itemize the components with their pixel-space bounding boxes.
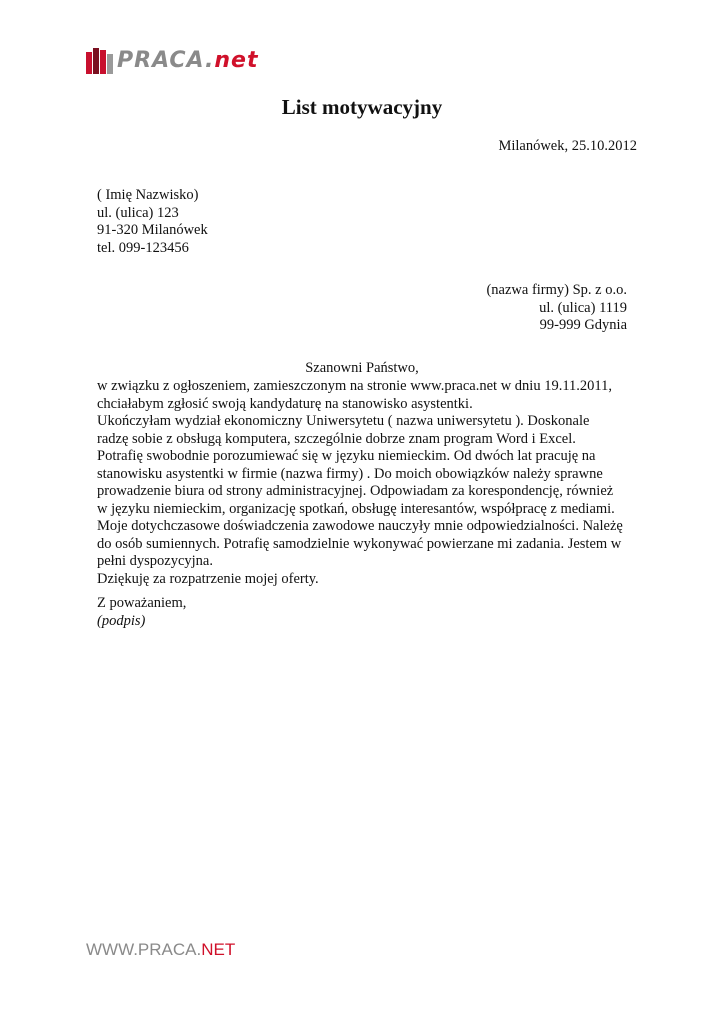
body-line: Dziękuję za rozpatrzenie mojej oferty. [97,570,319,587]
body-line: pełni dyspozycyjna. [97,553,213,569]
body-line: radzę sobie z obsługą komputera, szczególnie dobrze znam program Word i Excel. [97,430,576,447]
recipient-line: 99-999 Gdynia [539,317,627,333]
body-line: Potrafię swobodnie porozumiewać się w języku niemieckim. Od dwóch lat pracuję na [97,448,596,464]
body-line: w języku niemieckim, organizację spotkań, obsługę interesantów, współpracę z mediami. [97,500,615,517]
place-date: Milanówek, 25.10.2012 [498,138,637,154]
body-line: do osób sumiennych. Potrafię samodzielnie wykonywać powierzane mi zadania. Jestem w [97,535,622,552]
closing-block [97,595,186,630]
recipient-line: (nazwa firmy) Sp. z o.o. [486,282,627,298]
body-line: stanowisku asystentki w firmie (nazwa firmy) . Do moich obowiązków należy sprawne [97,465,603,482]
footer-text-red: NET [201,940,236,959]
recipient-address [486,282,627,335]
praca-net-logo [86,44,258,76]
footer-website [86,940,235,960]
letter-body [97,378,632,588]
sender-line: tel. 099-123456 [97,239,189,256]
body-line: prowadzenie biura od strony administracyjnej. Odpowiadam za korespondencję, również [97,483,614,499]
body-line: w związku z ogłoszeniem, zamieszczonym na stronie www.praca.net w dniu 19.11.2011, [97,378,612,394]
closing-phrase: Z poważaniem, [97,595,187,611]
sender-line: 91-320 Milanówek [97,222,208,238]
recipient-line: ul. (ulica) 1119 [539,299,627,316]
people-logo-icon [86,46,113,74]
logo-wordmark: PRACA.net [117,47,259,73]
body-line: chciałabym zgłosić swoją kandydaturę na stanowisko asystentki. [97,395,473,412]
body-line: Moje dotychczasowe doświadczenia zawodowe nauczyły mnie odpowiedzialności. Należę [97,518,623,534]
signature-placeholder: (podpis) [97,612,146,629]
footer-text-gray: WWW.PRACA. [86,940,202,959]
sender-line: ( Imię Nazwisko) [97,187,199,203]
sender-address [97,187,208,257]
sender-line: ul. (ulica) 123 [97,204,179,221]
salutation: Szanowni Państwo, [305,360,419,376]
body-line: Ukończyłam wydział ekonomiczny Uniwersytetu ( nazwa uniwersytetu ). Doskonale [97,413,590,429]
letter-title: List motywacyjny [281,95,443,119]
